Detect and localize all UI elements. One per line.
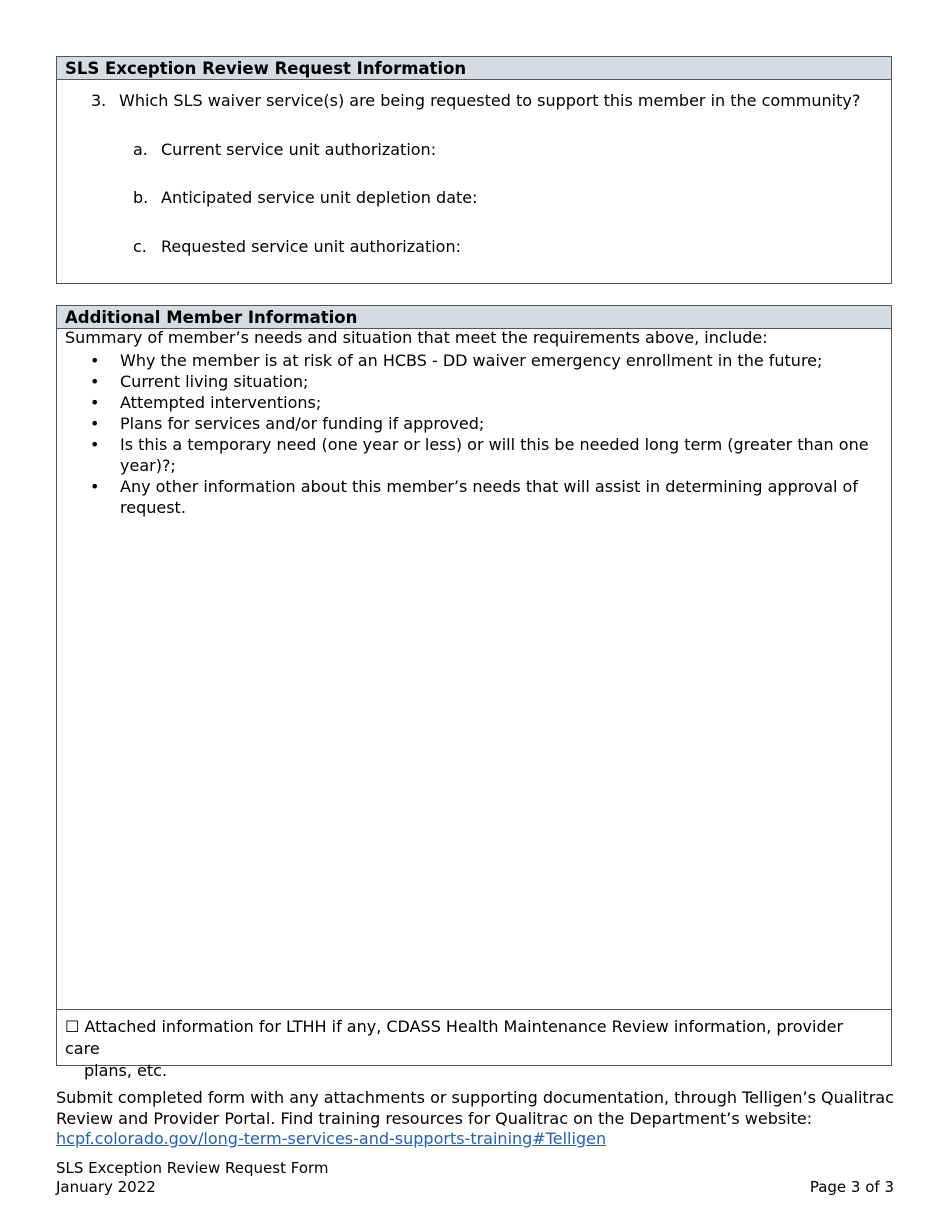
page-number: Page 3 of 3 <box>809 1178 894 1196</box>
summary-text: Summary of member’s needs and situation that meet the requirements above, include: <box>65 328 768 347</box>
section-header: SLS Exception Review Request Information <box>57 57 891 80</box>
list-item: • Why the member is at risk of an HCBS - DD waiver emergency enrollment in the future; <box>57 350 880 371</box>
question-3 <box>91 91 860 110</box>
sub-item-text[interactable]: Anticipated service unit depletion date: <box>161 188 478 207</box>
sub-item-b <box>133 188 478 207</box>
instructions-line2: Review and Provider Portal. Find training resources for Qualitrac on the Department’s website: <box>56 1108 813 1128</box>
question-number: 3. <box>91 91 107 110</box>
sub-item-a <box>133 140 436 159</box>
sub-item-letter: c. <box>133 237 147 256</box>
response-area[interactable] <box>57 496 891 1008</box>
attachment-row <box>57 1009 891 1080</box>
question-text: Which SLS waiver service(s) are being requested to support this member in the community? <box>119 91 861 110</box>
section-header: Additional Member Information <box>57 306 891 329</box>
sub-item-text[interactable]: Requested service unit authorization: <box>161 237 461 256</box>
checkbox-line2: plans, etc. <box>84 1061 168 1080</box>
checkbox-icon[interactable]: ☐ <box>65 1017 80 1036</box>
sub-item-letter: b. <box>133 188 149 207</box>
requirements-list <box>57 350 893 518</box>
training-link[interactable]: hcpf.colorado.gov/long-term-services-and-supports-training#Telligen <box>56 1129 607 1148</box>
instructions <box>56 1088 896 1150</box>
sls-exception-section <box>56 56 892 284</box>
list-item: • Attempted interventions; <box>57 392 880 413</box>
sub-item-text[interactable]: Current service unit authorization: <box>161 140 437 159</box>
sub-item-letter: a. <box>133 140 148 159</box>
sub-item-c <box>133 237 461 256</box>
attachment-checkbox-label <box>65 1016 865 1082</box>
form-date: January 2022 <box>56 1178 156 1196</box>
list-item: • Is this a temporary need (one year or less) or will this be needed long term (greater than one year)?; <box>57 434 880 476</box>
additional-member-section <box>56 305 892 1080</box>
list-item: • Current living situation; <box>57 371 880 392</box>
list-item: • Any other information about this member’s needs that will assist in determining approval of request. <box>57 476 880 518</box>
checkbox-line1: Attached information for LTHH if any, CDASS Health Maintenance Review information, provider care <box>65 1017 844 1058</box>
form-name: SLS Exception Review Request Form <box>56 1159 329 1177</box>
instructions-line1: Submit completed form with any attachments or supporting documentation, through Telligen’s Qualitrac <box>56 1088 894 1107</box>
list-item: • Plans for services and/or funding if approved; <box>57 413 880 434</box>
